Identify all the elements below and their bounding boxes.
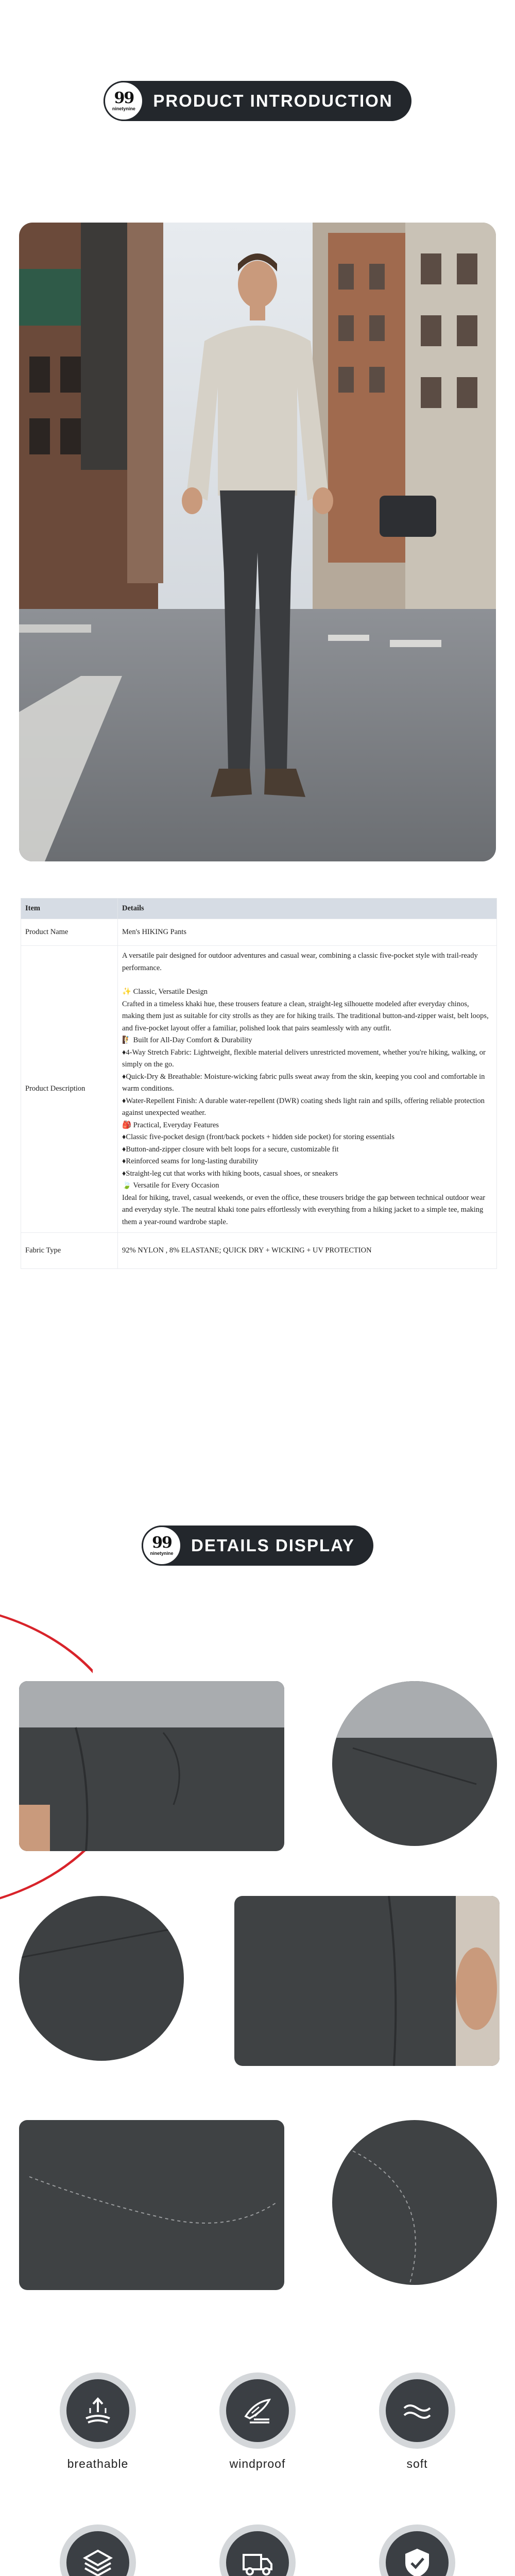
breathable-icon — [80, 2393, 116, 2429]
fabric-type: 92% NYLON , 8% ELASTANE; QUICK DRY + WICKING + UV PROTECTION — [118, 1233, 497, 1269]
table-header-item: Item — [21, 899, 118, 919]
product-description: A versatile pair designed for outdoor adventures and casual wear, combining a classic five-pocket style with trail-ready performance. ✨ Classic, Versatile Design Crafted in a timeless khaki hue, these trousers feature a clean, straight-leg silhouette modeled after everyday chinos, making them just as suitable for city strolls as they are for hiking trails. The traditional button-and-zipper waist, belt loops, and five-pocket layout offer a familiar, polished look that pairs seamlessly with any outfit. 🧗 Built for All-Day Comfort & Durability ♦4-Way Stretch Fabric: Lightweight, flexible material delivers unrestricted movement, whether you're hiking, walking, or simply on the go. ♦Quick-Dry & Breathable: Moisture-wicking fabric pulls sweat away from the skin, keeping you cool and comfortable in warm conditions. ♦Water-Repellent Finish: A durable water-repellent (DWR) coating sheds light rain and spills, offering reliable protection against unexpected weather. 🎒 Practical, Everyday Features ♦Classic five-pocket design (front/back pockets + hidden side pocket) for storing essentials ♦Button-and-zipper closure with belt loops for a secure, customizable fit ♦Reinforced seams for long-lasting durability ♦Straight-leg cut that works with hiking boots, casual shoes, or sneakers 🍃 Versatile for Every Occasion Ideal for hiking, travel, casual weekends, or even the office, these trousers bridge the gap between technical outdoor wear and everyday style. The neutral khaki tone pairs effortlessly with everything from a hiking jacket to a simple tee, making them a year-round wardrobe staple. — [118, 946, 497, 1233]
model-photo — [19, 223, 496, 861]
product-details-table — [21, 898, 497, 1269]
brand-logo: 99 ninetynine — [104, 81, 144, 121]
header-pill — [142, 1526, 373, 1566]
product-name: Men's HIKING Pants — [118, 919, 497, 946]
table-row — [21, 946, 497, 1233]
detail-photo-seam — [332, 2120, 497, 2285]
row-label: Product Description — [21, 946, 118, 1233]
windproof-icon — [239, 2393, 276, 2429]
layers-icon — [80, 2545, 116, 2576]
header-pill — [104, 81, 411, 121]
soft-icon — [399, 2393, 435, 2429]
detail-photo-stitching — [19, 2120, 284, 2290]
truck-icon — [239, 2545, 276, 2576]
row-label: Fabric Type — [21, 1233, 118, 1269]
feature-label: windproof — [229, 2457, 286, 2470]
section-title: PRODUCT INTRODUCTION — [153, 91, 393, 110]
feature-quality-assurance — [369, 2524, 466, 2576]
detail-photo-fabric — [19, 1896, 184, 2061]
feature-soft — [369, 2372, 466, 2471]
feature-label: soft — [406, 2457, 428, 2470]
feature-thickened-material — [49, 2524, 146, 2576]
section-title: DETAILS DISPLAY — [191, 1536, 355, 1555]
feature-breathable — [49, 2372, 146, 2471]
table-row — [21, 919, 497, 946]
row-label: Product Name — [21, 919, 118, 946]
detail-photo-waist — [19, 1681, 284, 1851]
details-display-header — [0, 1526, 515, 1566]
shield-check-icon — [399, 2545, 435, 2576]
table-row — [21, 1233, 497, 1269]
feature-windproof — [209, 2372, 306, 2471]
brand-logo: 99 ninetynine — [142, 1526, 182, 1566]
product-introduction-header — [0, 81, 515, 121]
detail-photo-side — [234, 1896, 500, 2066]
feature-spot-quick-delivery — [209, 2524, 306, 2576]
feature-label: breathable — [67, 2457, 129, 2470]
table-header-details: Details — [118, 899, 497, 919]
detail-photo-pocket — [332, 1681, 497, 1846]
